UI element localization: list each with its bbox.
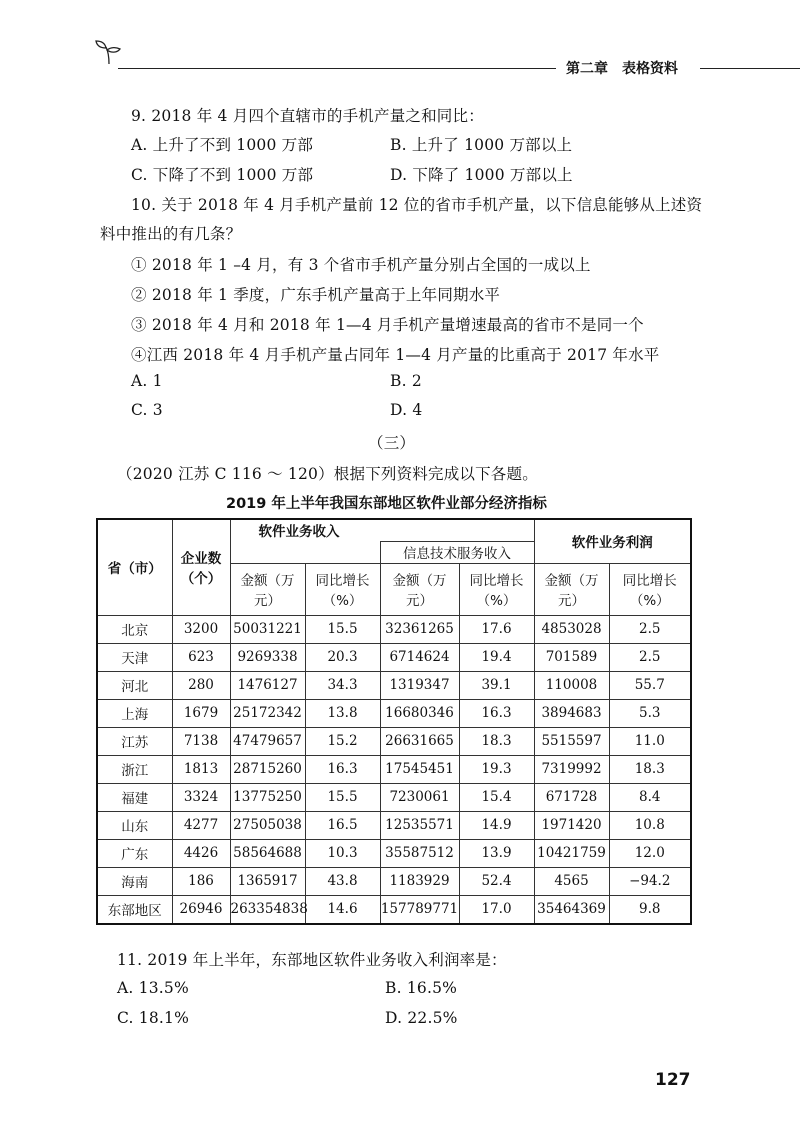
q9-option-b: B. 上升了 1000 万部以上 <box>390 136 573 154</box>
table-row: 海南 186 1365917 43.8 1183929 52.4 4565 −94.2 <box>97 867 691 895</box>
q11-option-b: B. 16.5% <box>385 979 458 997</box>
q10-statement-4: ④江西 2018 年 4 月手机产量占同年 1—4 月产量的比重高于 2017 年水平 <box>131 346 660 364</box>
header-rule-left <box>118 68 556 69</box>
q10-stem-line2: 料中推出的有几条？ <box>100 225 242 243</box>
header-income-amount: 金额（万元） <box>230 563 305 615</box>
table-row: 江苏 7138 47479657 15.2 26631665 18.3 5515597 11.0 <box>97 727 691 755</box>
header-software-income: 软件业务收入 <box>230 519 534 541</box>
section-intro: （2020 江苏 C 116 ～ 120）根据下列资料完成以下各题。 <box>117 465 538 483</box>
header-province: 省（市） <box>97 519 172 615</box>
table-row: 山东 4277 27505038 16.5 12535571 14.9 1971420 10.8 <box>97 811 691 839</box>
q9-option-d: D. 下降了 1000 万部以上 <box>390 166 573 184</box>
header-software-profit: 软件业务利润 <box>534 519 691 563</box>
q10-option-b: B. 2 <box>390 372 422 390</box>
header-enterprise-count: 企业数（个） <box>172 519 230 615</box>
q11-stem: 11. 2019 年上半年，东部地区软件业务收入利润率是： <box>117 951 507 969</box>
table-row: 北京 3200 50031221 15.5 32361265 17.6 4853028 2.5 <box>97 615 691 643</box>
q10-option-a: A. 1 <box>131 372 163 390</box>
q11-option-a: A. 13.5% <box>117 979 189 997</box>
header-it-service-income: 信息技术服务收入 <box>380 541 534 563</box>
q9-option-c: C. 下降了不到 1000 万部 <box>131 166 314 184</box>
header-it-amount: 金额（万元） <box>380 563 459 615</box>
q10-statement-1: ① 2018 年 1 –4 月，有 3 个省市手机产量分别占全国的一成以上 <box>131 256 591 274</box>
q10-stem-line1: 10. 关于 2018 年 4 月手机产量前 12 位的省市手机产量，以下信息能够从上述资 <box>131 196 703 214</box>
table-row: 上海 1679 25172342 13.8 16680346 16.3 3894683 5.3 <box>97 699 691 727</box>
q9-stem: 9. 2018 年 4 月四个直辖市的手机产量之和同比： <box>131 107 484 125</box>
table-row: 天津 623 9269338 20.3 6714624 19.4 701589 2.5 <box>97 643 691 671</box>
chapter-title: 第二章 表格资料 <box>566 61 678 77</box>
table-row: 浙江 1813 28715260 16.3 17545451 19.3 7319992 18.3 <box>97 755 691 783</box>
q11-option-c: C. 18.1% <box>117 1009 190 1027</box>
header-income-growth: 同比增长（%） <box>305 563 380 615</box>
header-income-blank <box>230 541 380 563</box>
table-row-total: 东部地区 26946 263354838 14.6 157789771 17.0 35464369 9.8 <box>97 895 691 924</box>
header-rule-right <box>700 68 800 69</box>
section-title: （三） <box>368 434 416 452</box>
q10-statement-3: ③ 2018 年 4 月和 2018 年 1—4 月手机产量增速最高的省市不是同一个 <box>131 316 644 334</box>
table-row: 河北 280 1476127 34.3 1319347 39.1 110008 55.7 <box>97 671 691 699</box>
q10-option-d: D. 4 <box>390 401 423 419</box>
economic-indicators-table <box>96 518 692 925</box>
table-row: 广东 4426 58564688 10.3 35587512 13.9 10421759 12.0 <box>97 839 691 867</box>
table-row: 福建 3324 13775250 15.5 7230061 15.4 671728 8.4 <box>97 783 691 811</box>
sprout-icon <box>92 38 128 66</box>
header-profit-amount: 金额（万元） <box>534 563 609 615</box>
page-number: 127 <box>655 1070 691 1090</box>
header-profit-growth: 同比增长（%） <box>609 563 691 615</box>
q11-option-d: D. 22.5% <box>385 1009 458 1027</box>
header-it-growth: 同比增长（%） <box>459 563 534 615</box>
q10-statement-2: ② 2018 年 1 季度，广东手机产量高于上年同期水平 <box>131 286 501 304</box>
q10-option-c: C. 3 <box>131 401 163 419</box>
table-title: 2019 年上半年我国东部地区软件业部分经济指标 <box>226 496 547 512</box>
q9-option-a: A. 上升了不到 1000 万部 <box>131 136 314 154</box>
